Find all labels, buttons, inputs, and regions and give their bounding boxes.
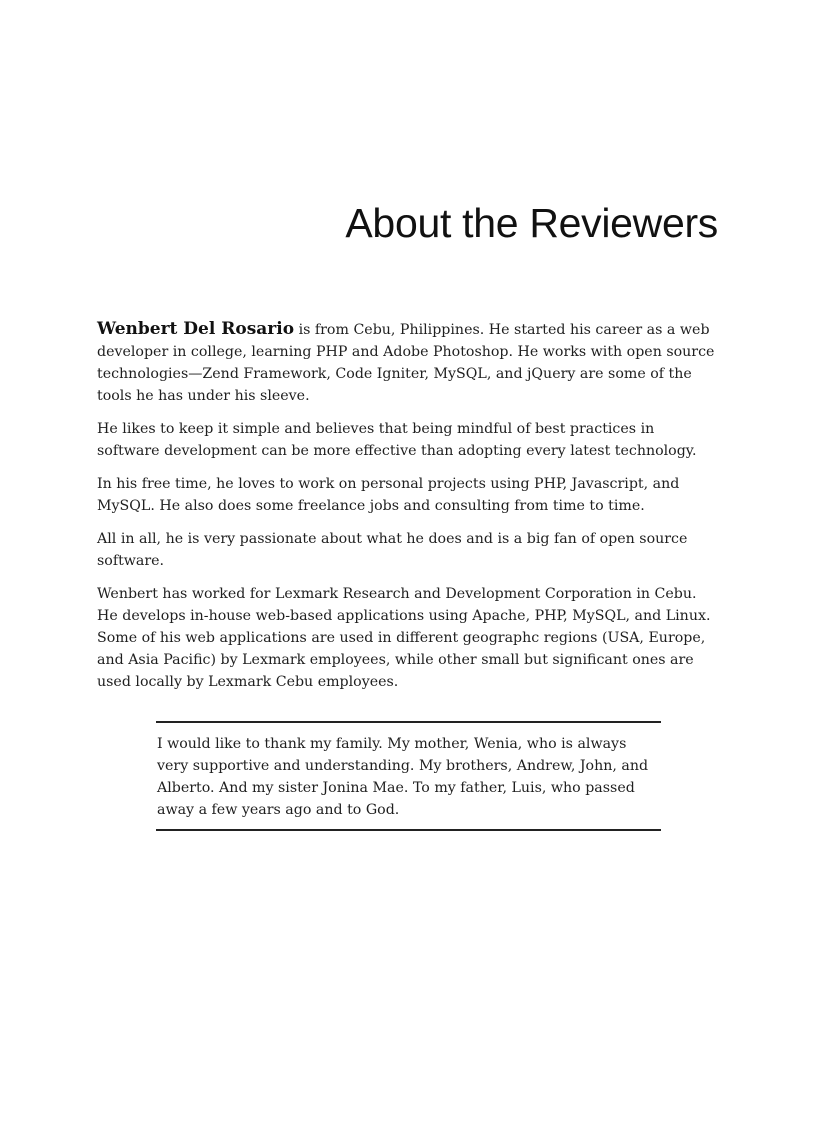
bio-paragraph-intro: [97, 318, 717, 407]
page-title: About the Reviewers: [345, 200, 718, 246]
bio-intro-text: is from Cebu, Philippines. He started his career as a web developer in college, learning PHP and Adobe Photoshop. He works with open source technologies—Zend Framework, Code Igniter, MySQL, and jQuery are some of the tools he has under his sleeve.: [97, 322, 715, 404]
bio-paragraph: In his free time, he loves to work on personal projects using PHP, Javascript, and MySQL. He also does some freelance jobs and consulting from time to time.: [97, 476, 680, 514]
reviewer-bio: [97, 318, 717, 704]
bio-paragraph: All in all, he is very passionate about what he does and is a big fan of open source software.: [97, 531, 688, 569]
bio-paragraph: Wenbert has worked for Lexmark Research and Development Corporation in Cebu. He develops in-house web-based applications using Apache, PHP, MySQL, and Linux. Some of his web applications are used in different geographc regions (USA, Europe, and Asia Pacific) by Lexmark employees, while other small but significant ones are used locally by Lexmark Cebu employees.: [97, 586, 711, 690]
bio-paragraph: He likes to keep it simple and believes that being mindful of best practices in software development can be more effective than adopting every latest technology.: [97, 421, 697, 459]
reviewer-name: Wenbert Del Rosario: [97, 319, 295, 339]
acknowledgement-text: I would like to thank my family. My mother, Wenia, who is always very supportive and understanding. My brothers, Andrew, John, and Alberto. And my sister Jonina Mae. To my father, Luis, who passed away a few years ago and to God.: [157, 736, 649, 818]
acknowledgement-box: [156, 721, 661, 831]
